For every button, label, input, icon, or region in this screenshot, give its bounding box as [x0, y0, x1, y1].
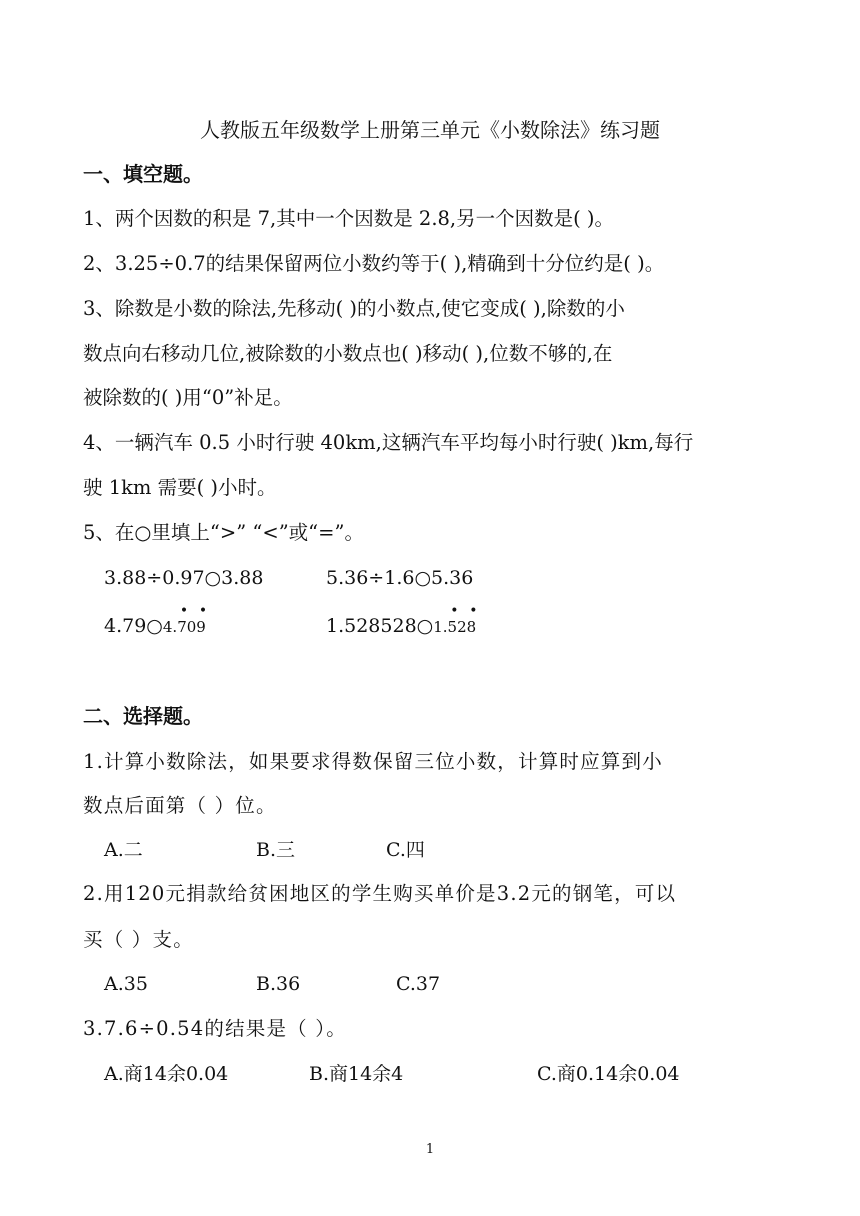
page-title: 人教版五年级数学上册第三单元《小数除法》练习题	[200, 118, 660, 142]
question-2-1-line-2: 数点后面第（ ）位。	[83, 794, 277, 817]
section-1-heading: 一、填空题。	[83, 162, 203, 186]
compare-item-c-prefix: 4.79○	[104, 615, 163, 637]
repeating-decimal-c: 4.709 • •	[162, 603, 208, 636]
option-2-3-a: A.商14余0.04	[104, 1063, 229, 1085]
compare-item-b: 5.36÷1.6○5.36	[326, 567, 474, 589]
compare-item-a: 3.88÷0.97○3.88	[104, 567, 264, 589]
option-2-2-b: B.36	[256, 973, 301, 995]
question-2-2-line-1: 2.用120元捐款给贫困地区的学生购买单价是3.2元的钢笔，可以	[83, 882, 677, 905]
option-2-3-b: B.商14余4	[309, 1063, 404, 1085]
question-1-4-line-1: 4、一辆汽车 0.5 小时行驶 40km,这辆汽车平均每小时行驶( )km,每行	[83, 431, 694, 454]
question-1-1: 1、两个因数的积是 7,其中一个因数是 2.8,另一个因数是( )。	[83, 207, 615, 230]
question-2-3: 3.7.6÷0.54的结果是（ ）。	[83, 1017, 347, 1040]
question-2-2-line-2: 买（ ）支。	[83, 928, 194, 951]
question-1-5: 5、在○里填上“>” “<”或“=”。	[83, 521, 364, 544]
page-number: 1	[425, 1142, 435, 1157]
compare-item-d-prefix: 1.528528○	[326, 615, 434, 637]
question-1-2: 2、3.25÷0.7的结果保留两位小数约等于( ),精确到十分位约是( )。	[83, 252, 665, 275]
option-2-3-c: C.商0.14余0.04	[537, 1063, 680, 1085]
option-2-2-a: A.35	[104, 973, 148, 995]
option-2-1-a: A.二	[104, 839, 143, 861]
compare-item-d	[326, 603, 478, 641]
option-2-2-c: C.37	[396, 973, 441, 995]
question-2-1-line-1: 1.计算小数除法，如果要求得数保留三位小数，计算时应算到小	[83, 750, 663, 773]
compare-item-c	[104, 603, 208, 641]
repeating-decimal-d: 1.528 • •	[433, 603, 478, 636]
question-1-4-line-2: 驶 1km 需要( )小时。	[83, 476, 277, 499]
question-1-3-line-1: 3、除数是小数的除法,先移动( )的小数点,使它变成( ),除数的小	[83, 297, 625, 320]
section-2-heading: 二、选择题。	[83, 704, 203, 728]
option-2-1-c: C.四	[386, 839, 425, 861]
question-1-3-line-3: 被除数的( )用“0”补足。	[83, 386, 293, 409]
question-1-3-line-2: 数点向右移动几位,被除数的小数点也( )移动( ),位数不够的,在	[83, 342, 613, 365]
option-2-1-b: B.三	[256, 839, 296, 861]
